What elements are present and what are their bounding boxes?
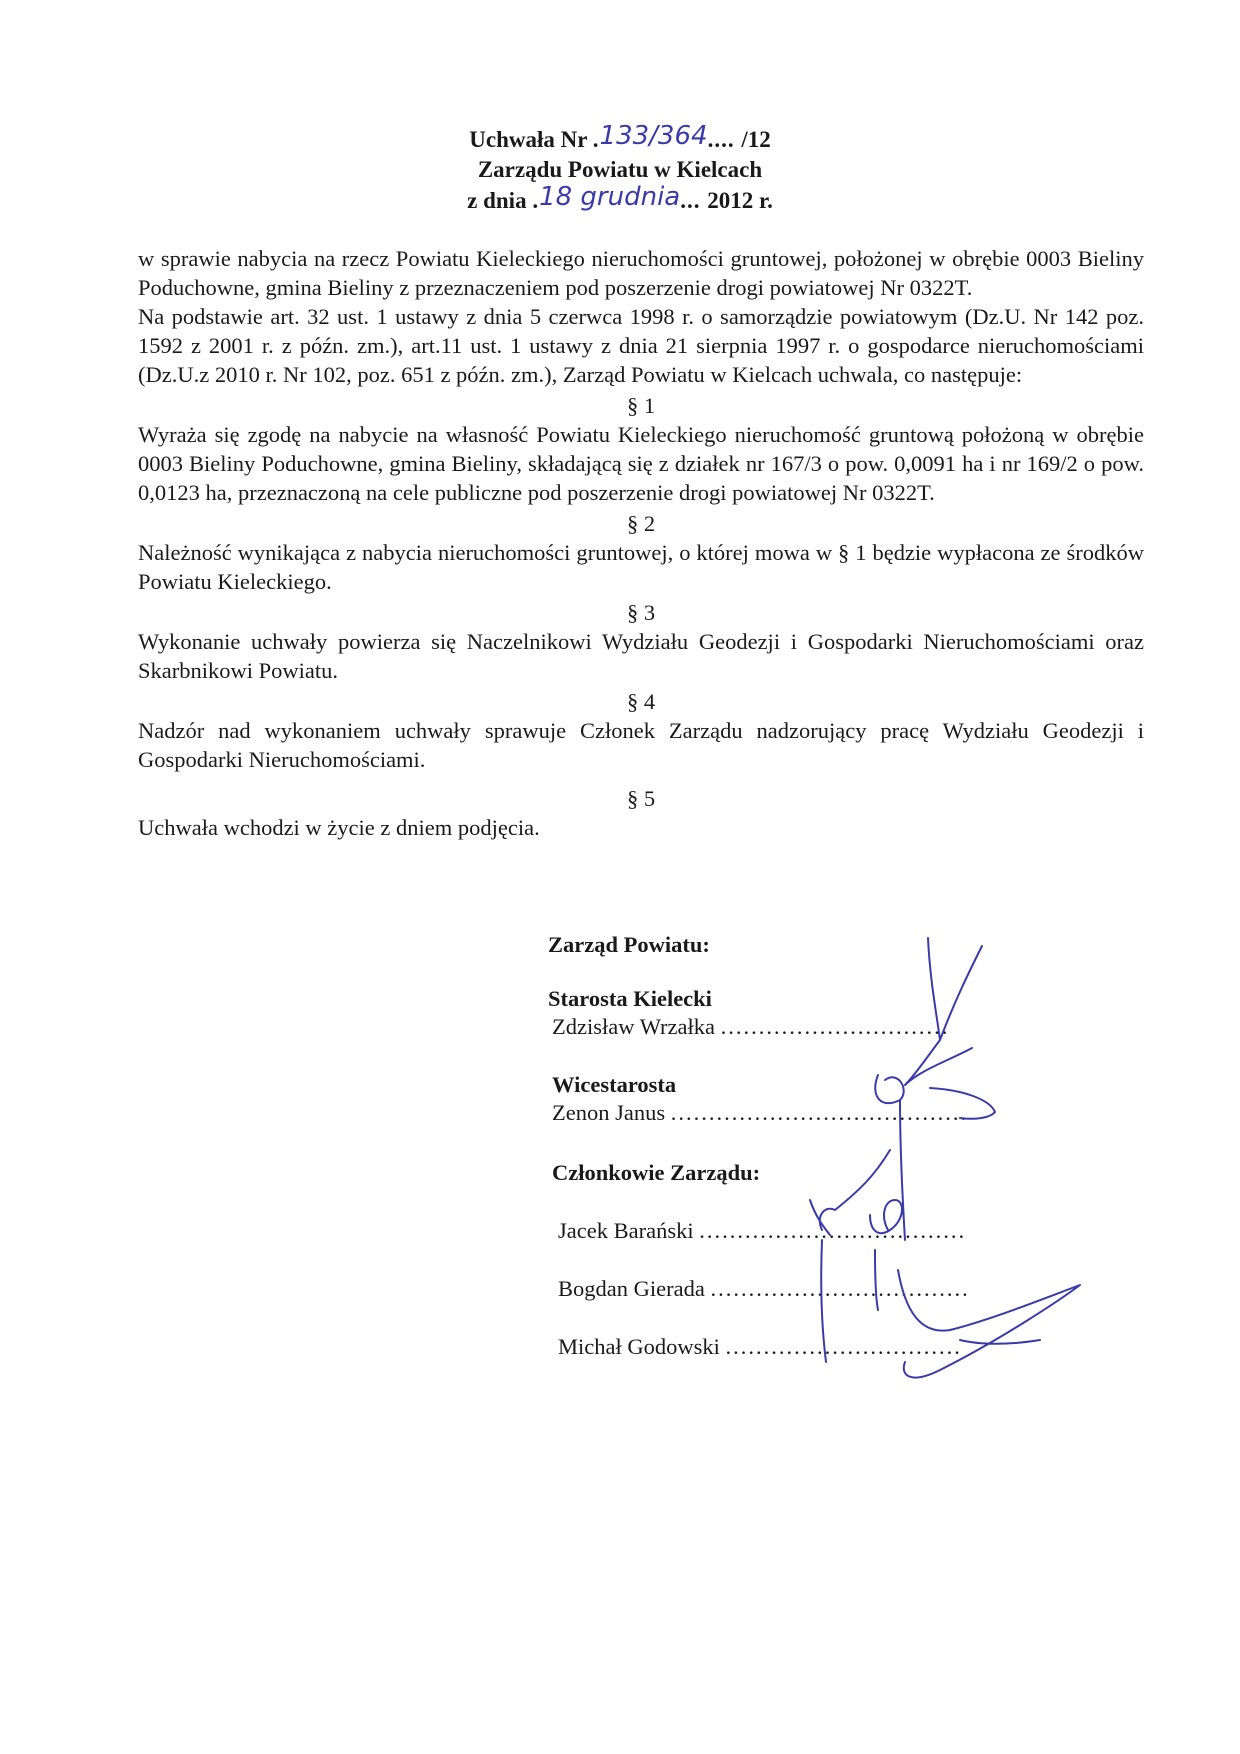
members-title: Członkowie Zarządu:: [552, 1160, 761, 1185]
section-1-text: Wyraża się zgodę na nabycie na własność Powiatu Kieleckiego nieruchomość gruntową położoną w obrębie 0003 Bieliny Poduchowne, gmina Bieliny, składającą się z działek nr 167/3 o pow. 0,0091 ha i nr 169/2 o pow. 0,0123 ha, przeznaczoną na cele publiczne pod poszerzenie drogi powiatowej Nr 0322T.: [138, 422, 1144, 505]
subject-paragraph: w sprawie nabycia na rzecz Powiatu Kieleckiego nieruchomości gruntowej, położonej w obrębie 0003 Bieliny Poduchowne, gmina Bieliny z przeznaczeniem pod poszerzenie drogi powiatowej Nr 0322T.: [138, 246, 1144, 300]
date-suffix: 2012 r.: [707, 188, 773, 213]
section-5-text: Uchwała wchodzi w życie z dniem podjęcia.: [138, 815, 540, 840]
date-prefix: z dnia: [467, 188, 527, 213]
member-row: Michał Godowski ...............................: [558, 1334, 962, 1359]
legal-basis-paragraph: Na podstawie art. 32 ust. 1 ustawy z dnia 5 czerwca 1998 r. o samorządzie powiatowym (Dz.U. Nr 142 poz. 1592 z 2001 r. z późn. zm.), art.11 ust. 1 ustawy z dnia 21 sierpnia 1997 r. o gospodarce nieruchomościami (Dz.U.z 2010 r. Nr 102, poz. 651 z późn. zm.), Zarząd Powiatu w Kielcach uchwala, co następuje:: [138, 304, 1144, 387]
resolution-date-line: z dnia .18 grudnia... 2012 r.: [467, 182, 773, 213]
wicestarosta-name: Zenon Janus: [552, 1100, 666, 1125]
section-2-text: Należność wynikająca z nabycia nieruchomości gruntowej, o której mowa w § 1 będzie wypłacona ze środków Powiatu Kieleckiego.: [138, 540, 1144, 594]
section-3-text: Wykonanie uchwały powierza się Naczelnikowi Wydziału Geodezji i Gospodarki Nieruchomościami oraz Skarbnikowi Powiatu.: [138, 629, 1144, 683]
member-name: Michał Godowski: [558, 1334, 720, 1359]
handwritten-number: 133/364: [599, 121, 708, 151]
board-title: Zarząd Powiatu:: [548, 932, 710, 957]
resolution-suffix: /12: [741, 127, 771, 152]
member-row: Jacek Barański ...................................: [558, 1218, 967, 1243]
section-2-symbol: § 2: [626, 511, 656, 536]
starosta-row: Zdzisław Wrzałka ..............................: [552, 1014, 950, 1039]
resolution-prefix: Uchwała Nr: [469, 127, 588, 152]
starosta-name: Zdzisław Wrzałka: [552, 1014, 715, 1039]
member-name: Bogdan Gierada: [558, 1276, 705, 1301]
board-name-line: Zarządu Powiatu w Kielcach: [477, 157, 763, 182]
section-4-symbol: § 4: [626, 689, 656, 714]
wicestarosta-row: Zenon Janus .......................................: [552, 1100, 969, 1125]
section-1-symbol: § 1: [626, 393, 656, 418]
resolution-body: [138, 244, 1144, 842]
member-row: Bogdan Gierada ..................................: [558, 1276, 970, 1301]
handwritten-date: 18 grudnia: [539, 182, 681, 212]
resolution-number-line: Uchwała Nr .133/364.... /12: [469, 121, 771, 152]
wicestarosta-title: Wicestarosta: [552, 1072, 677, 1097]
resolution-header: [380, 121, 860, 216]
starosta-title: Starosta Kielecki: [548, 986, 712, 1011]
section-5-symbol: § 5: [626, 786, 656, 811]
member-name: Jacek Barański: [558, 1218, 694, 1243]
section-4-text: Nadzór nad wykonaniem uchwały sprawuje Członek Zarządu nadzorujący pracę Wydziału Geodezji i Gospodarki Nieruchomościami.: [138, 718, 1144, 772]
section-3-symbol: § 3: [626, 600, 656, 625]
